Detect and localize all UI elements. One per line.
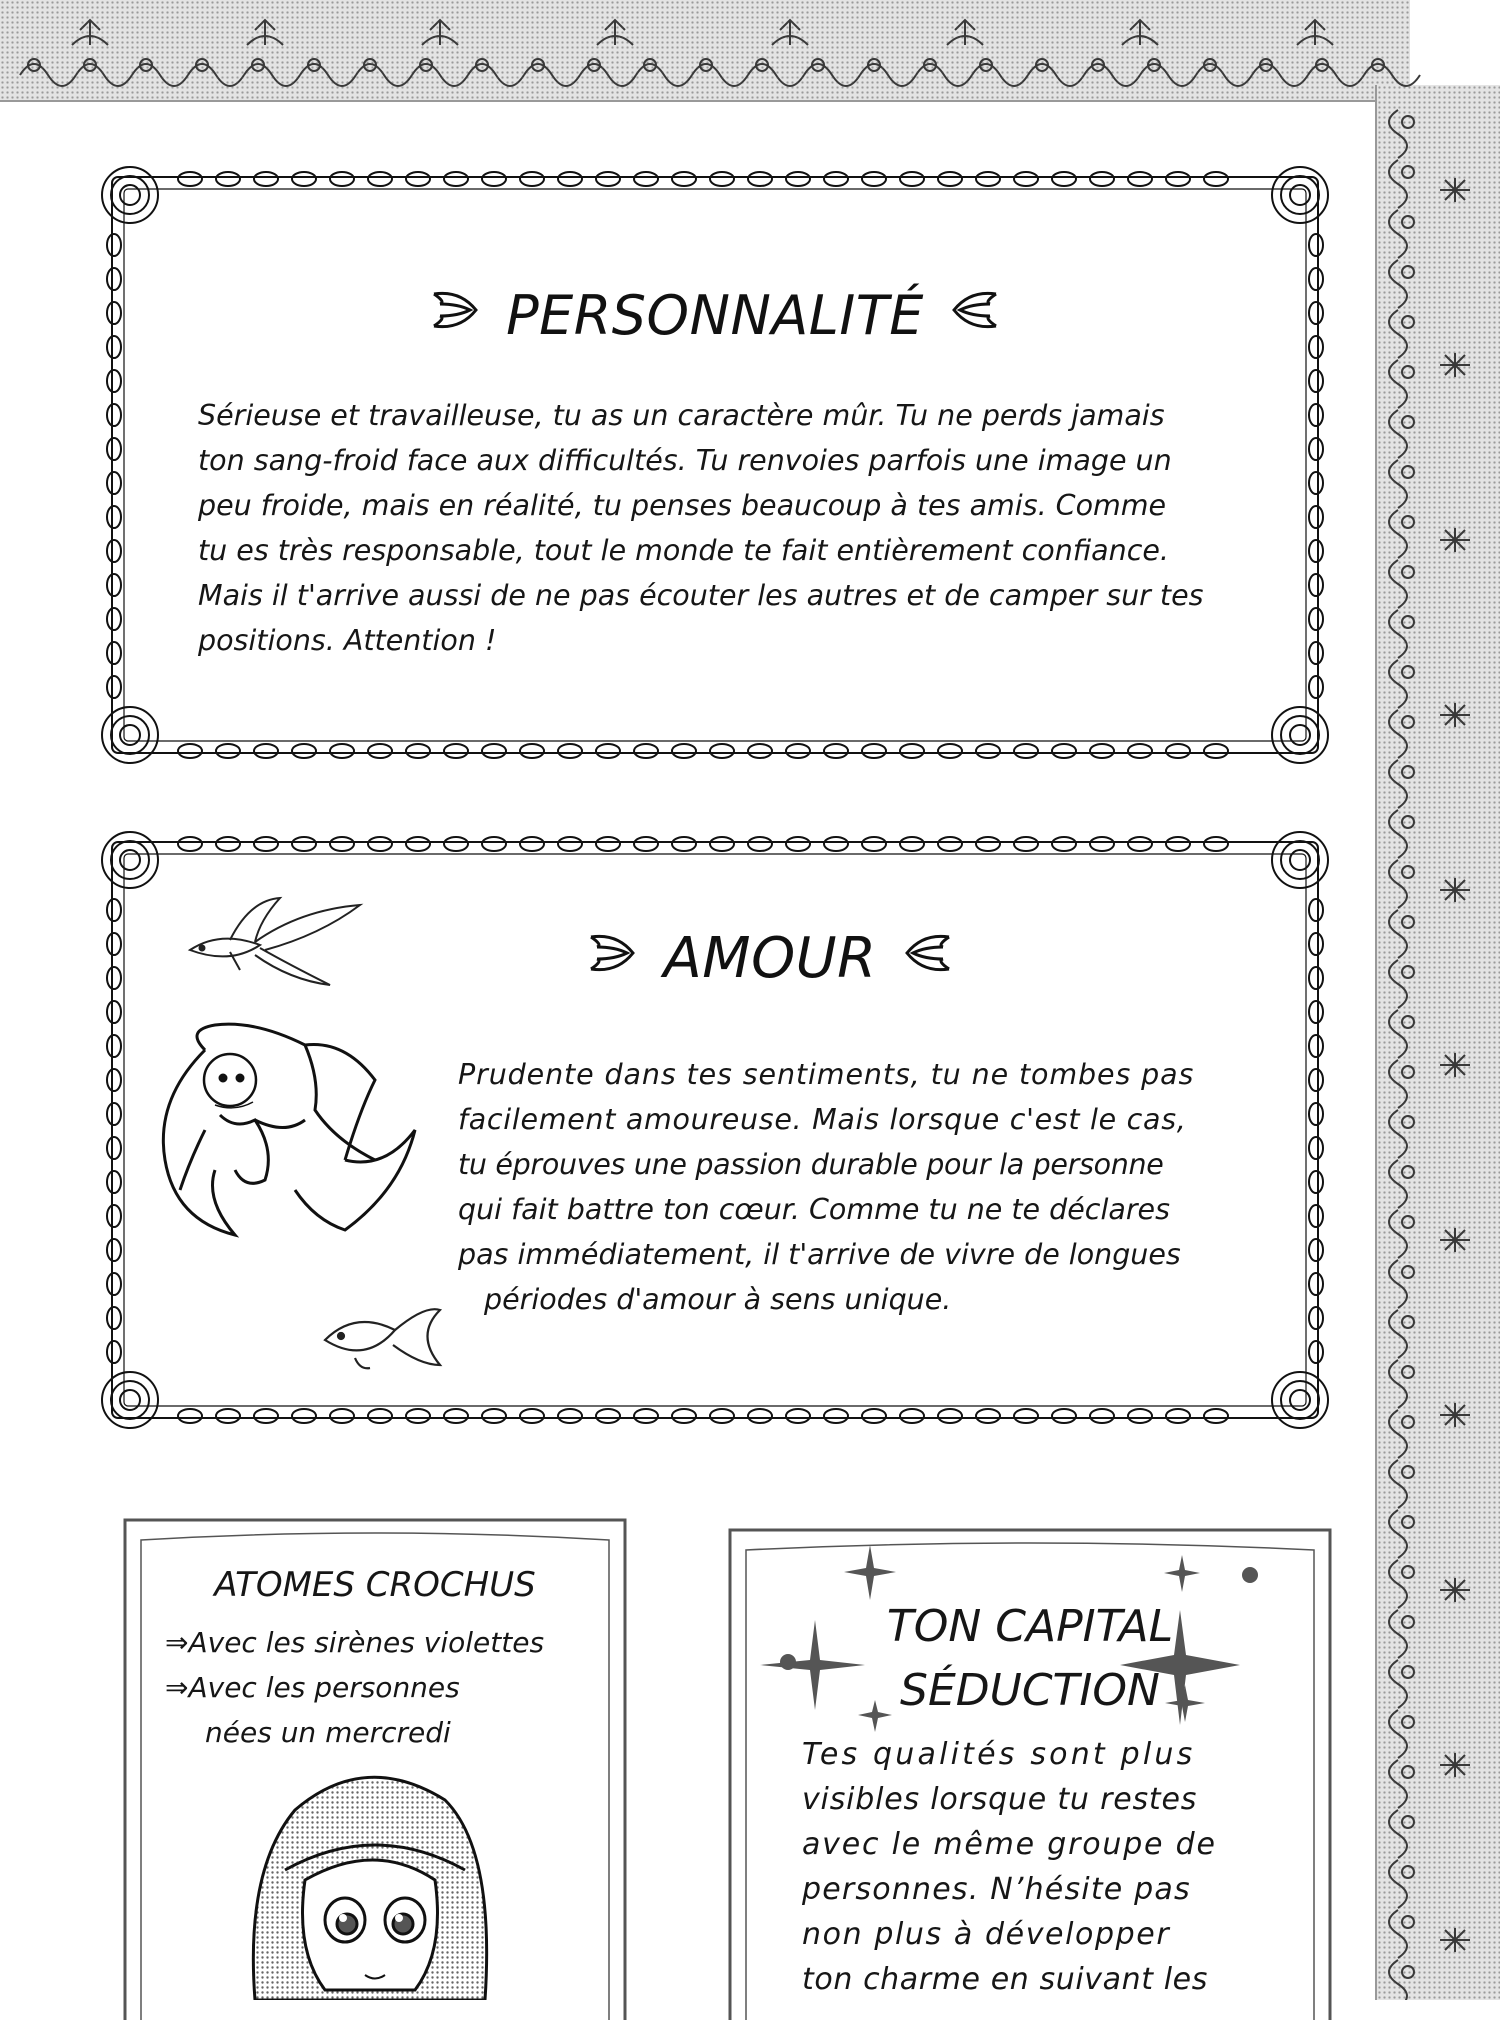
- fleur-right-icon: [901, 926, 953, 991]
- girl-illustration: [225, 1750, 525, 2000]
- amour-title: AMOUR: [663, 925, 877, 991]
- amour-heading: [520, 918, 1020, 998]
- flying-fish-illustration: [170, 890, 370, 1000]
- personnalite-heading: [100, 275, 1330, 355]
- atomes-item: ⇒Avec les personnes: [165, 1671, 460, 1704]
- capital-title-line2: SÉDUCTION: [900, 1665, 1160, 1716]
- capital-line: personnes. N’hésite pas: [802, 1872, 1191, 1907]
- capital-line: non plus à développer: [802, 1917, 1171, 1952]
- fleur-left-icon: [587, 926, 639, 991]
- capital-title-line1: TON CAPITAL: [886, 1601, 1174, 1652]
- capital-line: ton charme en suivant les: [802, 1962, 1208, 1997]
- atomes-list: [165, 1620, 615, 1755]
- capital-seduction-frame: [720, 1510, 1340, 2020]
- small-fish-illustration: [315, 1300, 445, 1380]
- capital-line: Tes qualités sont plus: [802, 1737, 1196, 1772]
- amour-line: Prudente dans tes sentiments, tu ne tombes pas: [458, 1058, 1195, 1091]
- atomes-crochus-frame: [115, 1500, 635, 2020]
- amour-line: qui fait battre ton cœur. Comme tu ne te déclares: [458, 1193, 1170, 1226]
- capital-line: avec le même groupe de: [802, 1827, 1217, 1862]
- amour-line: périodes d'amour à sens unique.: [484, 1283, 952, 1316]
- amour-line: facilement amoureuse. Mais lorsque c'est le cas,: [458, 1103, 1187, 1136]
- arrow-icon: ⇒: [165, 1671, 189, 1704]
- capital-text-block: [802, 1732, 1282, 2002]
- amour-text-block: [458, 1052, 1338, 1322]
- amour-line: pas immédiatement, il t'arrive de vivre de longues: [458, 1238, 1181, 1271]
- atomes-item: ⇒Avec les sirènes violettes: [165, 1626, 545, 1659]
- amour-line: tu éprouves une passion durable pour la personne: [458, 1148, 1164, 1181]
- personnalite-frame: [100, 165, 1330, 765]
- atomes-title: ATOMES CROCHUS: [214, 1565, 536, 1605]
- capital-line: visibles lorsque tu restes: [802, 1782, 1198, 1817]
- atomes-item: nées un mercredi: [205, 1716, 451, 1749]
- personnalite-title: PERSONNALITÉ: [506, 283, 924, 347]
- arrow-icon: ⇒: [165, 1626, 189, 1659]
- fleur-right-icon: [948, 284, 1000, 347]
- mermaid-illustration: [145, 1020, 445, 1260]
- personnalite-text: Sérieuse et travailleuse, tu as un caractère mûr. Tu ne perds jamais ton sang-froid face aux difficultés. Tu renvoies parfois une image un peu froide, mais en réalité, tu penses beaucoup à tes amis. Comme tu es très responsable, tout le monde te fait entièrement confiance. Mais il t'arrive aussi de ne pas écouter les autres et de camper sur tes positions. Attention !: [198, 399, 1204, 657]
- amour-frame: [100, 830, 1330, 1430]
- fleur-left-icon: [430, 284, 482, 347]
